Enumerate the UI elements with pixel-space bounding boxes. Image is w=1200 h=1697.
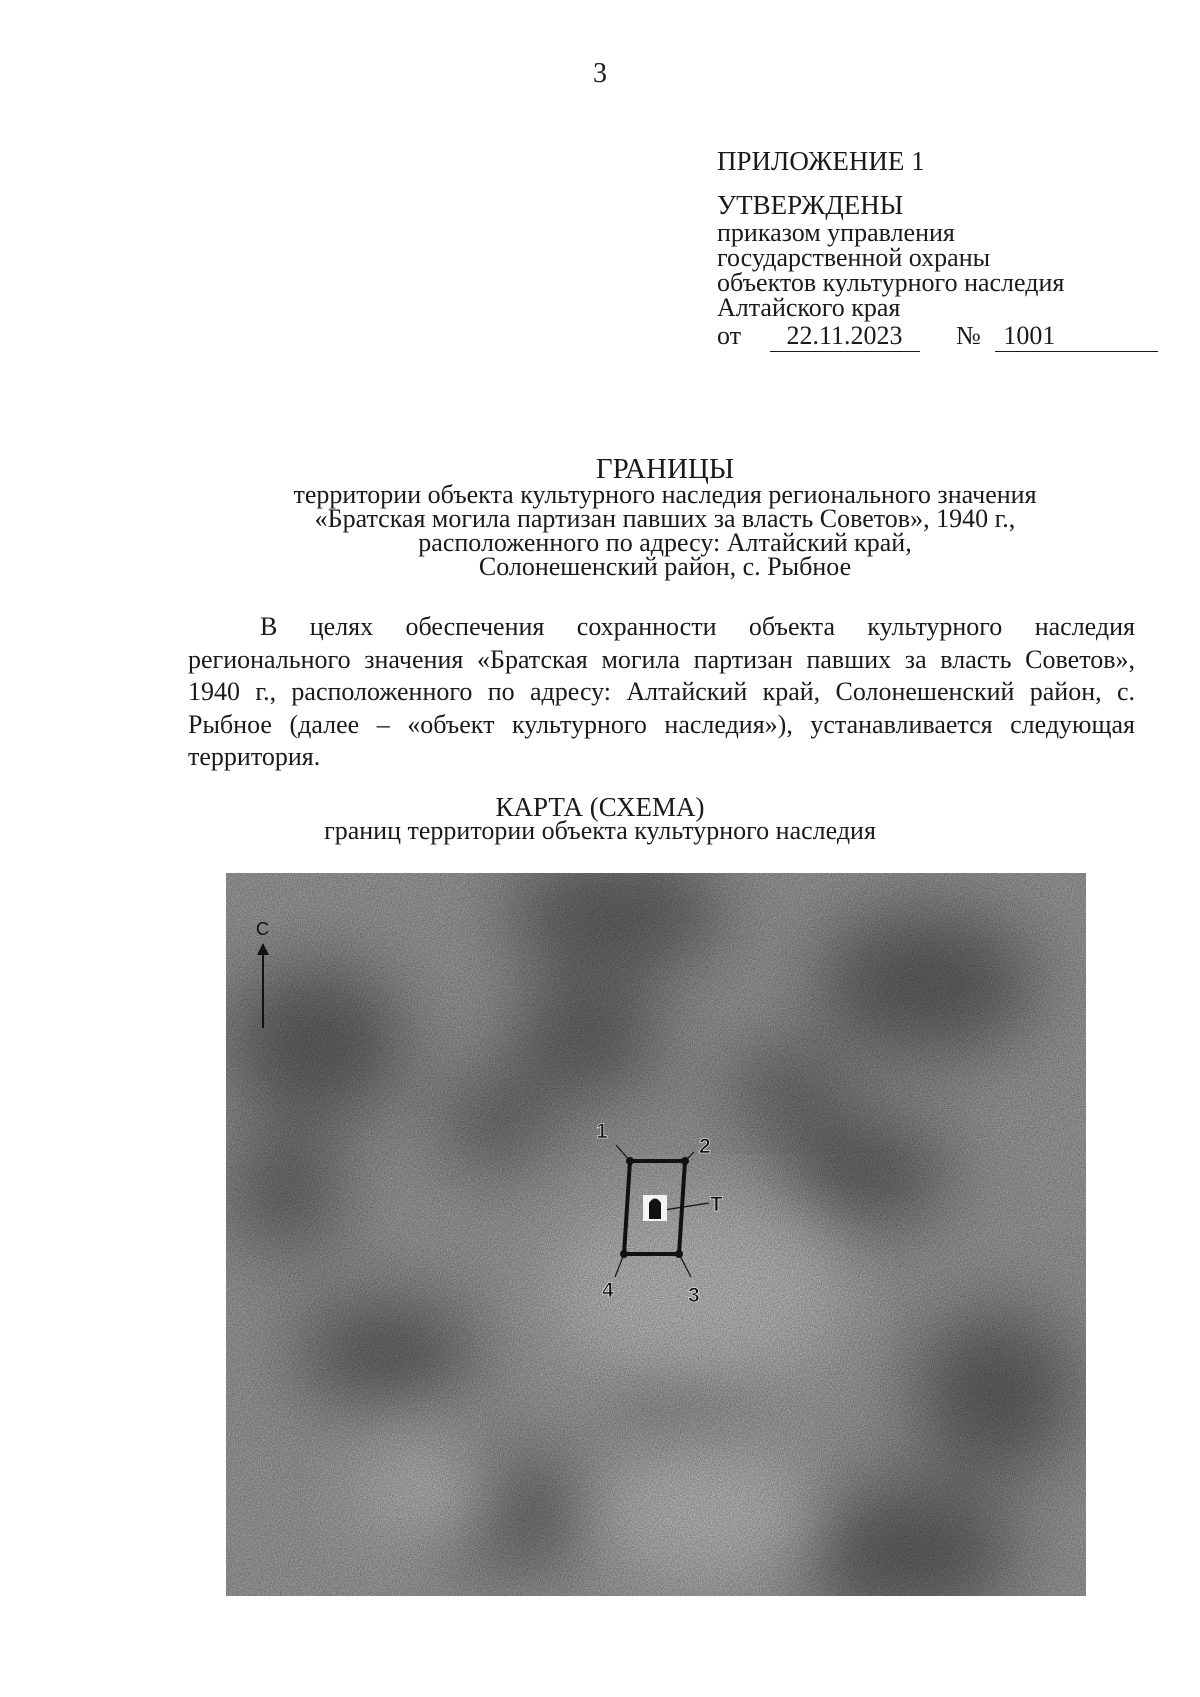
point-label-4: 4 bbox=[602, 1279, 614, 1302]
approval-block bbox=[717, 190, 1158, 352]
approval-line: государственной охраны bbox=[717, 243, 991, 272]
heading-line: «Братская могила партизан павших за власть Советов», 1940 г., bbox=[314, 504, 1016, 533]
date-prefix: от bbox=[717, 321, 742, 350]
page-number: 3 bbox=[593, 58, 607, 89]
heading-block bbox=[120, 453, 1200, 581]
point-label-3: 3 bbox=[688, 1284, 700, 1307]
point-label-1: 1 bbox=[596, 1120, 608, 1143]
heading-line: расположенного по адресу: Алтайский край, bbox=[418, 528, 912, 557]
monument-icon bbox=[643, 1195, 667, 1221]
body-paragraph: В целях обеспечения сохранности объекта культурного наследия регионального значения «Братская могила партизан павших за власть Советов», 1940 г., расположенного по адресу: Алтайский край, Солонешенский район, с. Рыбное (далее – «объект культурного наследия»), устанавливается следующая территория. bbox=[188, 612, 1135, 771]
north-label: С bbox=[256, 919, 269, 939]
heading-line: Солонешенский район, с. Рыбное bbox=[478, 552, 852, 581]
number-prefix: № bbox=[956, 321, 981, 350]
approval-line: приказом управления bbox=[717, 218, 955, 247]
approval-line: объектов культурного наследия bbox=[717, 268, 1065, 297]
heading-line: территории объекта культурного наследия регионального значения bbox=[293, 480, 1037, 509]
approval-line: Алтайского края bbox=[717, 293, 901, 322]
approval-date: 22.11.2023 bbox=[770, 323, 920, 352]
approval-number: 1001 bbox=[995, 323, 1158, 352]
point-label-2: 2 bbox=[699, 1135, 711, 1158]
map-caption-title: КАРТА (СХЕМА) bbox=[495, 792, 705, 822]
approval-date-row bbox=[717, 323, 1158, 352]
object-label: Т bbox=[710, 1193, 723, 1216]
boundary-map bbox=[226, 873, 1086, 1596]
map-grain bbox=[226, 873, 1086, 1596]
map-caption-subtitle: границ территории объекта культурного наследия bbox=[324, 816, 876, 845]
approval-title: УТВЕРЖДЕНЫ bbox=[717, 190, 904, 220]
map-caption bbox=[0, 792, 1200, 845]
heading-title: ГРАНИЦЫ bbox=[595, 453, 735, 485]
appendix-label: ПРИЛОЖЕНИЕ 1 bbox=[717, 146, 925, 176]
